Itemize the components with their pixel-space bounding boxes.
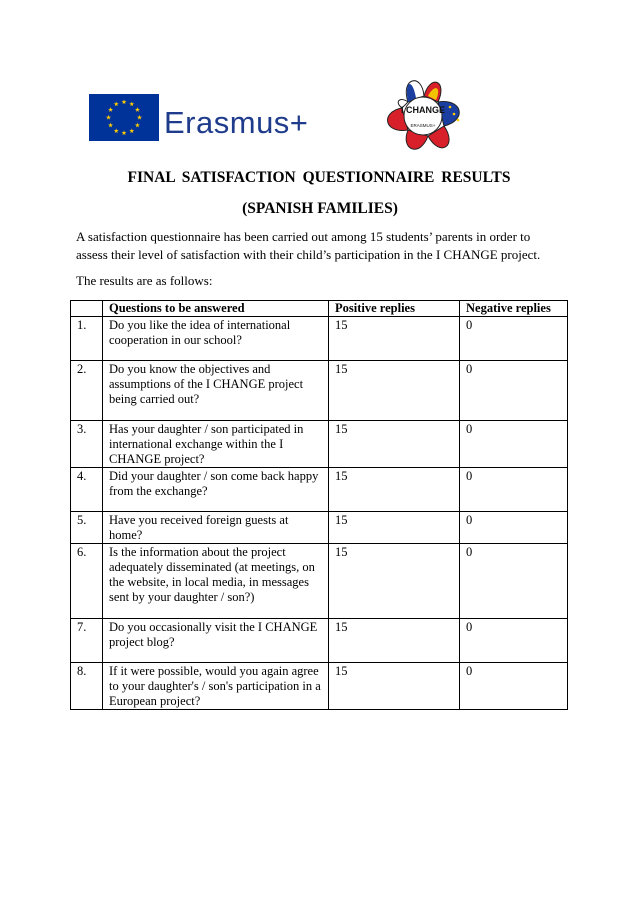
row-num: 1.: [71, 317, 103, 361]
row-negative: 0: [460, 544, 568, 619]
document-title: FINAL SATISFACTION QUESTIONNAIRE RESULTS: [127, 169, 511, 186]
row-question: Do you occasionally visit the I CHANGE project blog?: [103, 619, 329, 663]
row-positive: 15: [329, 512, 460, 544]
row-question: Have you received foreign guests at home?: [103, 512, 329, 544]
document-subtitle: [0, 200, 638, 218]
row-negative: 0: [460, 512, 568, 544]
erasmus-plus-logo: Erasmus+: [164, 105, 309, 140]
row-negative: 0: [460, 361, 568, 421]
table-row: [71, 544, 568, 619]
eu-flag-icon: [89, 94, 159, 141]
row-negative: 0: [460, 317, 568, 361]
row-num: 6.: [71, 544, 103, 619]
header-num: [71, 301, 103, 317]
row-positive: 15: [329, 619, 460, 663]
row-question: Do you like the idea of international cooperation in our school?: [103, 317, 329, 361]
i-change-logo-subtext: ERASMUS+: [410, 123, 436, 128]
row-positive: 15: [329, 421, 460, 468]
row-num: 3.: [71, 421, 103, 468]
table-row: [71, 663, 568, 710]
row-question: Did your daughter / son come back happy from the exchange?: [103, 468, 329, 512]
row-positive: 15: [329, 361, 460, 421]
row-negative: 0: [460, 619, 568, 663]
logo-header: [0, 0, 638, 165]
row-num: 8.: [71, 663, 103, 710]
header-question: Questions to be answered: [103, 301, 329, 317]
table-row: [71, 468, 568, 512]
row-num: 2.: [71, 361, 103, 421]
i-change-project-logo: [378, 72, 468, 160]
row-question: Has your daughter / son participated in international exchange within the I CHANGE project?: [103, 421, 329, 468]
row-negative: 0: [460, 468, 568, 512]
row-num: 5.: [71, 512, 103, 544]
row-positive: 15: [329, 663, 460, 710]
results-table: [70, 300, 568, 710]
table-row: [71, 317, 568, 361]
table-row: [71, 361, 568, 421]
row-positive: 15: [329, 468, 460, 512]
results-intro: The results are as follows:: [76, 273, 213, 288]
table-header-row: [71, 301, 568, 317]
table-row: [71, 512, 568, 544]
row-question: Is the information about the project adequately disseminated (at meetings, on the website, in local media, in messages sent by your daughter / son?): [103, 544, 329, 619]
row-question: Do you know the objectives and assumptions of the I CHANGE project being carried out?: [103, 361, 329, 421]
header-positive: Positive replies: [329, 301, 460, 317]
header-negative: Negative replies: [460, 301, 568, 317]
subtitle-text: (SPANISH FAMILIES): [242, 200, 398, 217]
table-row: [71, 421, 568, 468]
row-num: 4.: [71, 468, 103, 512]
i-change-logo-text: I CHANGE: [400, 105, 446, 115]
table-row: [71, 619, 568, 663]
row-negative: 0: [460, 421, 568, 468]
row-num: 7.: [71, 619, 103, 663]
intro-paragraph: A satisfaction questionnaire has been carried out among 15 students’ parents in order to assess their level of satisfaction with their child’s participation in the I CHANGE project.: [76, 229, 541, 262]
row-negative: 0: [460, 663, 568, 710]
row-positive: 15: [329, 317, 460, 361]
row-question: If it were possible, would you again agree to your daughter's / son's participation in a European project?: [103, 663, 329, 710]
row-positive: 15: [329, 544, 460, 619]
